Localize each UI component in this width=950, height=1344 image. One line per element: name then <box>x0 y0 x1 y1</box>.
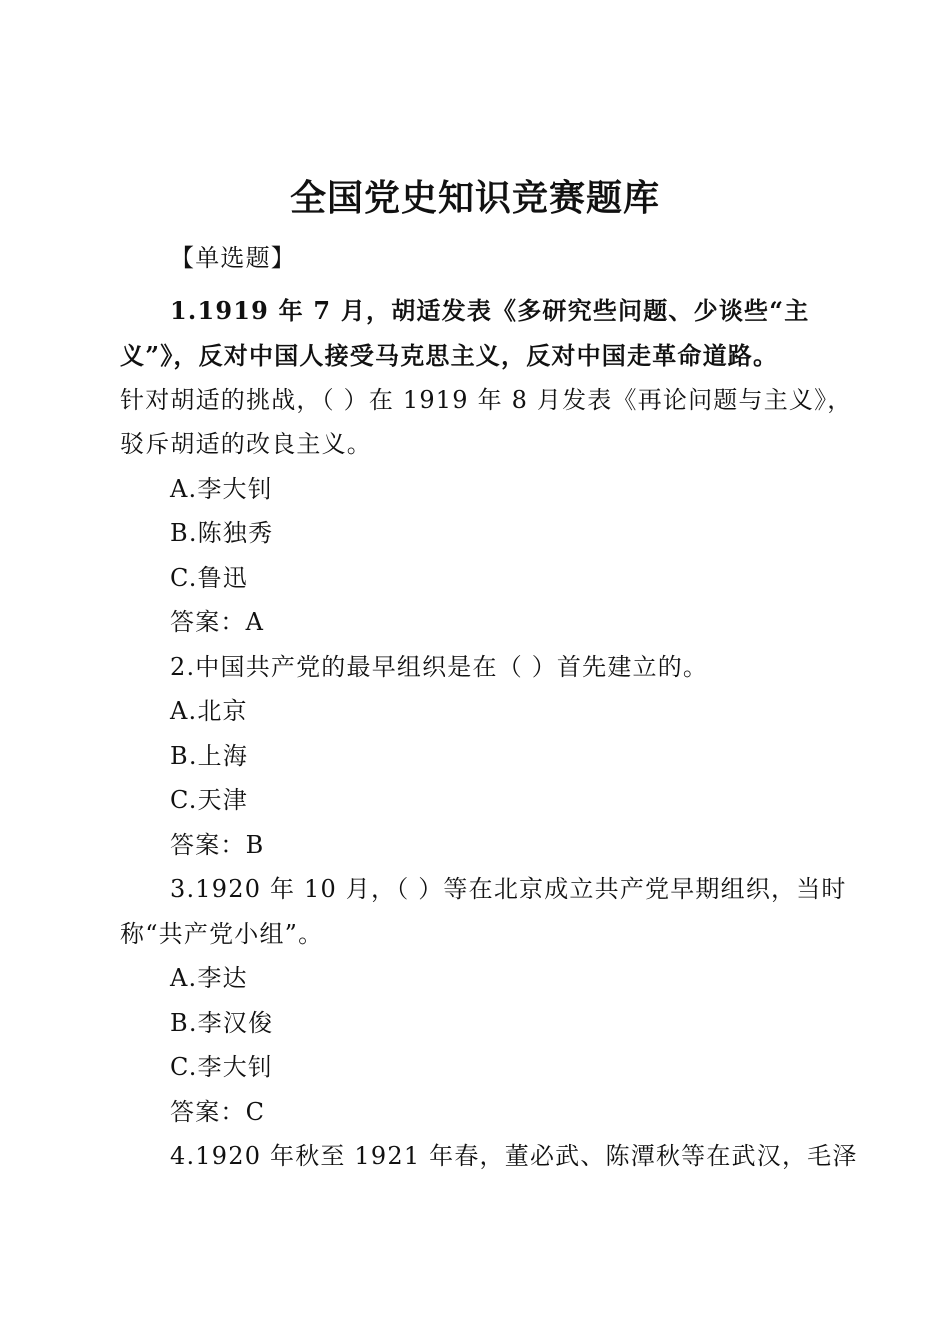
q2-answer: 答案：B <box>170 831 265 859</box>
q2-option-b: B.上海 <box>170 742 249 770</box>
q3-text-line-2: 称“共产党小组”。 <box>120 920 324 948</box>
q1-option-c: C.鲁迅 <box>170 564 248 592</box>
q1-text-line-2: 义”》，反对中国人接受马克思主义，反对中国走革命道路。 <box>120 341 779 370</box>
q3-option-a: A.李达 <box>170 964 248 992</box>
q2-text-line-1: 2.中国共产党的最早组织是在（ ）首先建立的。 <box>170 653 709 681</box>
q2-option-a: A.北京 <box>170 697 248 725</box>
q1-answer: 答案：A <box>170 608 265 636</box>
q3-option-b: B.李汉俊 <box>170 1009 274 1037</box>
document-title: 全国党史知识竞赛题库 <box>289 177 660 219</box>
q1-option-b: B.陈独秀 <box>170 519 274 547</box>
q1-text-line-4: 驳斥胡适的改良主义。 <box>120 430 372 458</box>
q3-text-line-1: 3.1920 年 10 月，（ ）等在北京成立共产党早期组织，当时 <box>170 875 847 903</box>
section-label: 【单选题】 <box>170 244 296 272</box>
q1-text-line-1: 1.1919 年 7 月，胡适发表《多研究些问题、少谈些“主 <box>170 296 810 325</box>
q4-text-line-1: 4.1920 年秋至 1921 年春，董必武、陈潭秋等在武汉，毛泽 <box>170 1142 858 1170</box>
q1-option-a: A.李大钊 <box>170 475 273 503</box>
q2-option-c: C.天津 <box>170 786 248 814</box>
q3-answer: 答案：C <box>170 1098 266 1126</box>
q3-option-c: C.李大钊 <box>170 1053 274 1081</box>
q1-text-line-3: 针对胡适的挑战，（ ）在 1919 年 8 月发表《再论问题与主义》， <box>120 386 853 414</box>
